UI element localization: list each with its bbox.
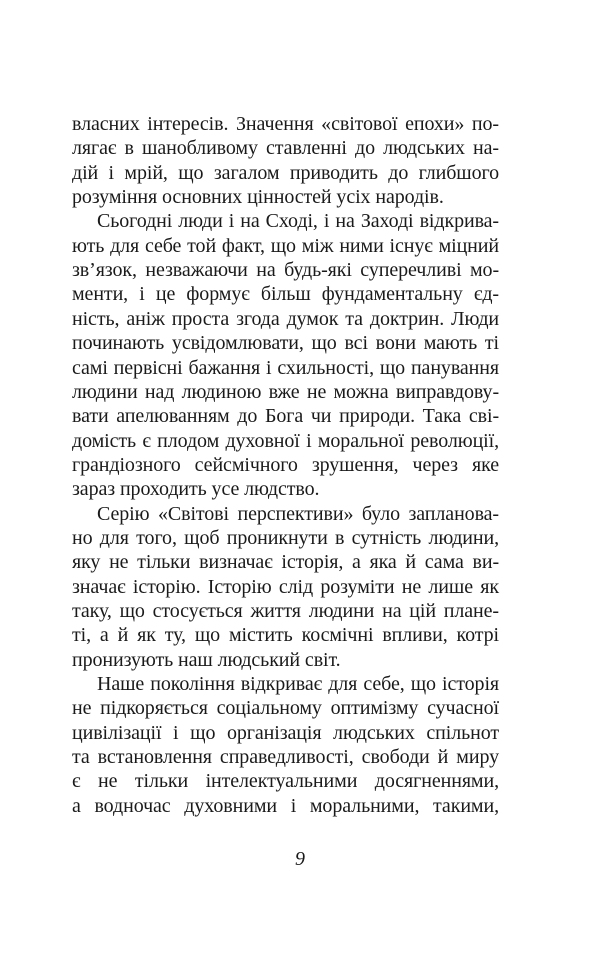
text-line: самі первісні бажання і схильності, що панування — [72, 356, 499, 379]
text-line: цивілізації і що організація людських спільнот — [72, 721, 499, 744]
text-line: грандіозного сейсмічного зрушення, через яке — [72, 453, 499, 476]
text-line: Сьогодні люди і на Сході, і на Заході відкрива- — [97, 210, 499, 233]
text-line: зв’язок, незважаючи на будь-які суперечливі мо- — [72, 259, 499, 282]
text-line: ють для себе той факт, що між ними існує міцний — [72, 234, 499, 257]
text-line: домість є плодом духовної і моральної революції, — [72, 429, 499, 452]
text-line: пронизують наш людський світ. — [72, 648, 341, 671]
text-line: розуміння основних цінностей усіх народів. — [72, 186, 444, 209]
text-line: а водночас духовними і моральними, такими, — [72, 794, 499, 817]
text-line: таку, що стосується життя людини на цій плане- — [72, 600, 499, 622]
text-line: дій і мрій, що загалом приводить до глибшого — [72, 161, 499, 184]
text-line: вати апелюванням до Бога чи природи. Така сві- — [72, 405, 499, 428]
text-line: яку не тільки визначає історія, а яка й сама ви- — [72, 551, 499, 574]
text-line: Серію «Світові перспективи» було запланова- — [97, 502, 499, 525]
text-line: менти, і це формує більш фундаментальну єд- — [72, 283, 499, 306]
text-line: значає історію. Історію слід розуміти не лише як — [72, 575, 499, 598]
text-line: зараз проходить усе людство. — [72, 478, 320, 501]
text-line: є не тільки інтелектуальними досягненнями, — [72, 770, 499, 793]
text-line: власних інтересів. Значення «світової епохи» по- — [72, 113, 499, 135]
text-line: та встановлення справедливості, свободи й миру — [72, 746, 499, 769]
text-line: Наше покоління відкриває для себе, що історія — [97, 673, 499, 696]
text-line: не підкоряється соціальному оптимізму сучасної — [72, 697, 499, 720]
text-line: лягає в шанобливому ставленні до людських на- — [72, 137, 499, 160]
page-number: 9 — [295, 848, 305, 870]
text-line: ність, аніж проста згода думок та доктрин. Люди — [72, 307, 499, 330]
text-line: людини над людиною вже не можна виправдову- — [72, 380, 499, 403]
text-line: ті, а й як ту, що містить космічні впливи, котрі — [72, 624, 499, 647]
text-line: починають усвідомлювати, що всі вони мають ті — [72, 332, 499, 355]
text-line: но для того, щоб проникнути в сутність людини, — [72, 526, 499, 549]
